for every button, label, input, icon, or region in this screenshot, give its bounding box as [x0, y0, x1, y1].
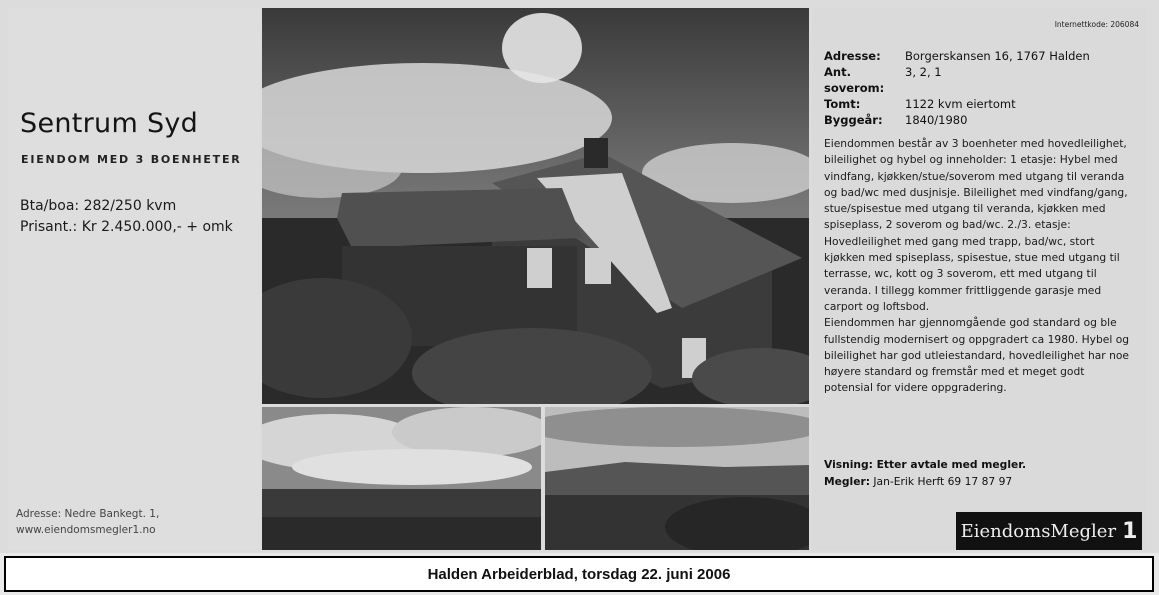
fact-label: Tomt:	[824, 97, 861, 111]
fact-row	[824, 48, 1090, 64]
fact-value: 1840/1980	[905, 113, 968, 127]
fact-label: Ant. soverom:	[824, 65, 885, 95]
fact-label: Byggeår:	[824, 113, 883, 127]
logo-number: 1	[1122, 518, 1138, 544]
listing-title: Sentrum Syd	[20, 108, 199, 139]
listing-subtitle: EIENDOM MED 3 BOENHETER	[21, 153, 242, 166]
fact-row	[824, 64, 1090, 96]
property-description	[824, 136, 1136, 397]
description-paragraph: Eiendommen har gjennomgående god standard og ble fullstendig modernisert og oppgradert ca 1980. Hybel og bileilighet har god utleiestandard, hovedleilighet har noe høyere standard og fremstår med et meget godt potensial for videre oppgradering.	[824, 316, 1130, 395]
fact-value: 1122 kvm eiertomt	[905, 97, 1016, 111]
landscape-photo	[545, 407, 809, 550]
fact-row	[824, 96, 1090, 112]
house-photo	[262, 8, 809, 404]
listing-summary-panel	[8, 8, 260, 550]
office-info	[16, 506, 159, 538]
eiendomsmegler-logo	[956, 512, 1142, 550]
source-caption: Halden Arbeiderblad, torsdag 22. juni 2006	[4, 556, 1154, 592]
area-spec: Bta/boa: 282/250 kvm	[20, 198, 177, 214]
price-spec: Prisant.: Kr 2.450.000,- + omk	[20, 219, 233, 235]
fact-value: Borgerskansen 16, 1767 Halden	[905, 49, 1090, 63]
property-facts	[824, 48, 1090, 128]
broker-label: Megler:	[824, 475, 870, 488]
town-view-photo	[262, 407, 541, 550]
description-paragraph: Eiendommen består av 3 boenheter med hovedleilighet, bileilighet og hybel og inneholder: 1 etasje: Hybel med vindfang, kjøkken/stue/soverom med utgang til veranda og bad/wc med dusjnisje. Bileilighet med vindfang/gang, stue/spisestue med utgang til veranda, kjøkken med spiseplass, 2 soverom og bad/wc. 2./3. etasje: Hovedleilighet med gang med trapp, bad/wc, stort kjøkken med spiseplass, spisestue, stue med utgang til terrasse, wc, kott og 3 soverom, ett med utgang til veranda. I tillegg kommer frittliggende garasje med carport og loftsbod.	[824, 137, 1128, 313]
contact-info	[824, 456, 1026, 490]
office-web: www.eiendomsmegler1.no	[16, 524, 156, 536]
viewing-info: Visning: Etter avtale med megler.	[824, 458, 1027, 471]
fact-row	[824, 112, 1090, 128]
fact-value: 3, 2, 1	[905, 65, 942, 79]
logo-text: EiendomsMegler	[960, 520, 1117, 542]
fact-label: Adresse:	[824, 49, 881, 63]
listing-details-panel	[812, 8, 1147, 550]
office-address: Adresse: Nedre Bankegt. 1,	[16, 508, 160, 520]
broker-name: Jan-Erik Herft 69 17 87 97	[873, 475, 1013, 488]
internet-code: Internettkode: 206084	[1054, 20, 1139, 29]
